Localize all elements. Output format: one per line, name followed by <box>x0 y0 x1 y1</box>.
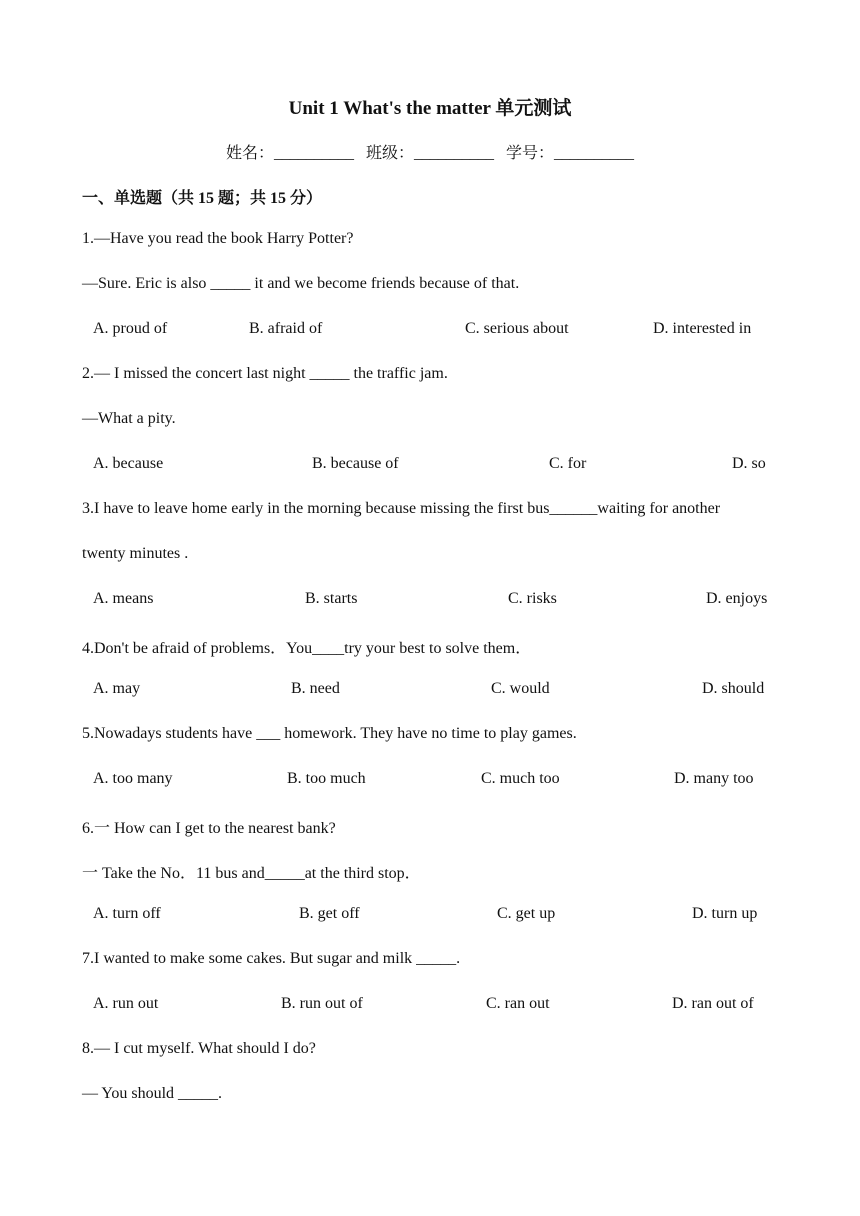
question-6-line-1: 6.一 How can I get to the nearest bank? <box>82 820 336 837</box>
section-heading: 一、单选题（共 15 题；共 15 分） <box>82 190 323 207</box>
question-5-option-c: C. much too <box>481 770 560 787</box>
question-3-line-2: twenty minutes . <box>82 545 189 562</box>
question-3-option-d: D. enjoys <box>706 590 768 607</box>
question-6-option-d: D. turn up <box>692 905 758 922</box>
question-7-line-1: 7.I wanted to make some cakes. But sugar and milk _____. <box>82 950 461 967</box>
student-info-row <box>0 140 860 163</box>
question-1-line-2: —Sure. Eric is also _____ it and we become friends because of that. <box>82 275 520 292</box>
question-2-option-b: B. because of <box>312 455 399 472</box>
question-7-option-d: D. ran out of <box>672 995 754 1012</box>
question-1-option-b: B. afraid of <box>249 320 323 337</box>
question-4-option-d: D. should <box>702 680 765 697</box>
question-6-option-c: C. get up <box>497 905 556 922</box>
question-2-line-2: —What a pity. <box>82 410 176 427</box>
question-2-option-a: A. because <box>93 455 164 472</box>
question-4-option-c: C. would <box>491 680 550 697</box>
class-field: 班级：__________ <box>365 145 494 162</box>
question-5-option-d: D. many too <box>674 770 754 787</box>
question-4-option-b: B. need <box>291 680 340 697</box>
question-1-option-a: A. proud of <box>93 320 168 337</box>
question-5-option-a: A. too many <box>93 770 173 787</box>
question-1-option-c: C. serious about <box>465 320 569 337</box>
number-field: 学号：__________ <box>506 145 635 162</box>
question-3-option-b: B. starts <box>305 590 358 607</box>
question-1-option-d: D. interested in <box>653 320 752 337</box>
question-3-option-c: C. risks <box>508 590 557 607</box>
question-3-option-a: A. means <box>93 590 154 607</box>
question-7-option-a: A. run out <box>93 995 159 1012</box>
page-title: Unit 1 What's the matter 单元测试 <box>288 98 572 119</box>
question-8-line-1: 8.— I cut myself. What should I do? <box>82 1040 316 1057</box>
question-6-option-a: A. turn off <box>93 905 161 922</box>
question-2-line-1: 2.— I missed the concert last night _____ the traffic jam. <box>82 365 448 382</box>
question-1-line-1: 1.—Have you read the book Harry Potter? <box>82 230 354 247</box>
question-3-line-1: 3.I have to leave home early in the morning because missing the first bus______waiting for another <box>82 500 721 517</box>
question-2-option-d: D. so <box>732 455 766 472</box>
question-2-option-c: C. for <box>549 455 587 472</box>
question-4-option-a: A. may <box>93 680 141 697</box>
name-field: 姓名：__________ <box>225 145 354 162</box>
question-5-option-b: B. too much <box>287 770 366 787</box>
question-8-line-2: — You should _____. <box>82 1085 223 1102</box>
question-6-line-2: 一 Take the No．11 bus and_____at the third stop． <box>82 865 421 882</box>
question-7-option-c: C. ran out <box>486 995 550 1012</box>
question-6-option-b: B. get off <box>299 905 360 922</box>
question-7-option-b: B. run out of <box>281 995 363 1012</box>
question-4-line-1: 4.Don't be afraid of problems．You____try your best to solve them． <box>82 640 532 657</box>
question-5-line-1: 5.Nowadays students have ___ homework. They have no time to play games. <box>82 725 577 742</box>
